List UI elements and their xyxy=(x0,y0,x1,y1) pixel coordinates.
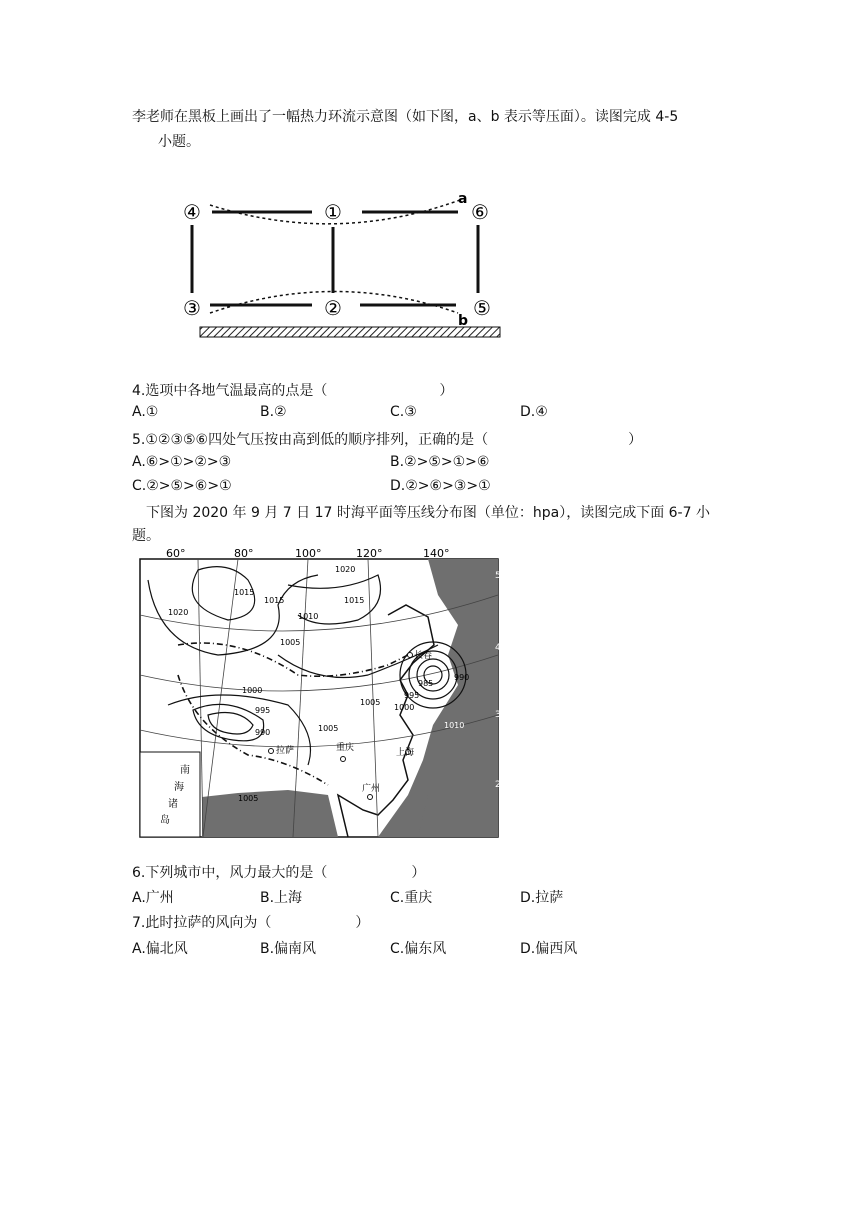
q4-option-c[interactable]: C.③ xyxy=(390,404,417,420)
isobar-label-1010-east: 1010 xyxy=(444,721,465,730)
intro2-line-1: 下图为 2020 年 9 月 7 日 17 时海平面等压线分布图（单位：hpa），读图完成下面 6-7 小 xyxy=(146,505,710,521)
isobar-label-1005-south: 1005 xyxy=(238,794,259,803)
isobar-label-1015-b: 1015 xyxy=(264,596,285,605)
isobar-label-1020-north: 1020 xyxy=(335,565,356,574)
q7-option-d[interactable]: D.偏西风 xyxy=(520,941,578,957)
thermal-circulation-diagram xyxy=(170,175,515,365)
isobar-map xyxy=(138,545,513,840)
isobar-label-1015-a: 1015 xyxy=(234,588,255,597)
lon-label-100: 100° xyxy=(295,547,322,560)
lon-label-80: 80° xyxy=(234,547,254,560)
city-label-guangzhou: 广州 xyxy=(362,784,381,794)
isobar-label-990-typhoon: 990 xyxy=(454,673,470,682)
isobar-label-1005-b: 1005 xyxy=(360,698,381,707)
point-5-label: ⑤ xyxy=(473,296,491,320)
point-3-label: ③ xyxy=(183,296,201,320)
q7-option-a[interactable]: A.偏北风 xyxy=(132,941,188,957)
isobar-label-1000-typhoon: 1000 xyxy=(394,703,415,712)
isobar-label-985: 985 xyxy=(418,679,434,688)
point-2-label: ② xyxy=(324,296,342,320)
q7-option-c[interactable]: C.偏东风 xyxy=(390,941,447,957)
q5-option-d[interactable]: D.②>⑥>③>① xyxy=(390,478,491,494)
q4-option-b[interactable]: B.② xyxy=(260,404,287,420)
q6-option-d[interactable]: D.拉萨 xyxy=(520,890,564,906)
q7-option-b[interactable]: B.偏南风 xyxy=(260,941,317,957)
q6-option-b[interactable]: B.上海 xyxy=(260,890,303,906)
intro2-line-2: 题。 xyxy=(132,528,160,544)
lon-label-60: 60° xyxy=(166,547,186,560)
isobar-label-1010: 1010 xyxy=(298,612,319,621)
city-marker-guangzhou xyxy=(368,795,373,800)
label-a: a xyxy=(458,191,468,207)
inset-label-4: 岛 xyxy=(160,815,170,826)
isobar-label-1020-west: 1020 xyxy=(168,608,189,617)
city-marker-changchun xyxy=(408,653,413,658)
label-b: b xyxy=(458,313,469,329)
city-label-shanghai: 上海 xyxy=(396,748,415,758)
south-gray-region xyxy=(202,790,338,837)
city-label-lhasa: 拉萨 xyxy=(276,746,295,756)
question-7-stem: 7.此时拉萨的风向为（ ） xyxy=(132,915,370,931)
q4-option-a[interactable]: A.① xyxy=(132,404,159,420)
city-marker-chongqing xyxy=(341,757,346,762)
question-4-stem: 4.选项中各地气温最高的点是（ ） xyxy=(132,383,454,399)
lon-label-120: 120° xyxy=(356,547,383,560)
lat-label-30: 30° xyxy=(495,710,511,720)
point-1-label: ① xyxy=(324,200,342,224)
lat-label-40: 40° xyxy=(495,643,511,653)
point-6-label: ⑥ xyxy=(471,200,489,224)
q4-option-d[interactable]: D.④ xyxy=(520,404,548,420)
question-6-stem: 6.下列城市中，风力最大的是（ ） xyxy=(132,865,426,881)
lon-label-140: 140° xyxy=(423,547,450,560)
isobar-label-995-typhoon: 995 xyxy=(404,691,420,700)
q6-option-a[interactable]: A.广州 xyxy=(132,890,174,906)
inset-label-1: 南 xyxy=(180,765,190,776)
city-label-changchun: 长春 xyxy=(414,651,433,661)
isobar-label-1000-west: 1000 xyxy=(242,686,263,695)
q5-option-b[interactable]: B.②>⑤>①>⑥ xyxy=(390,454,490,470)
isobar-label-1005-a: 1005 xyxy=(280,638,301,647)
city-label-chongqing: 重庆 xyxy=(336,743,355,753)
inset-label-3: 诸 xyxy=(168,799,178,810)
q6-option-c[interactable]: C.重庆 xyxy=(390,890,433,906)
lat-label-20: 20° xyxy=(495,780,511,790)
intro-line-1: 李老师在黑板上画出了一幅热力环流示意图（如下图，a、b 表示等压面）。读图完成 4-5 xyxy=(132,109,679,125)
south-sea-inset xyxy=(140,752,200,837)
ground-hatch xyxy=(200,327,500,337)
intro-line-2: 小题。 xyxy=(158,134,200,150)
question-5-stem: 5.①②③⑤⑥四处气压按由高到低的顺序排列，正确的是（ ） xyxy=(132,432,643,448)
inset-label-2: 海 xyxy=(174,782,184,793)
isobar-label-1005-c: 1005 xyxy=(318,724,339,733)
isobar-label-995-west: 995 xyxy=(255,706,271,715)
isobar-label-1015-c: 1015 xyxy=(344,596,365,605)
lat-label-50: 50° xyxy=(495,571,511,581)
city-marker-lhasa xyxy=(269,749,274,754)
q5-option-a[interactable]: A.⑥>①>②>③ xyxy=(132,454,232,470)
point-4-label: ④ xyxy=(183,200,201,224)
isobar-label-990-west: 990 xyxy=(255,728,271,737)
q5-option-c[interactable]: C.②>⑤>⑥>① xyxy=(132,478,232,494)
